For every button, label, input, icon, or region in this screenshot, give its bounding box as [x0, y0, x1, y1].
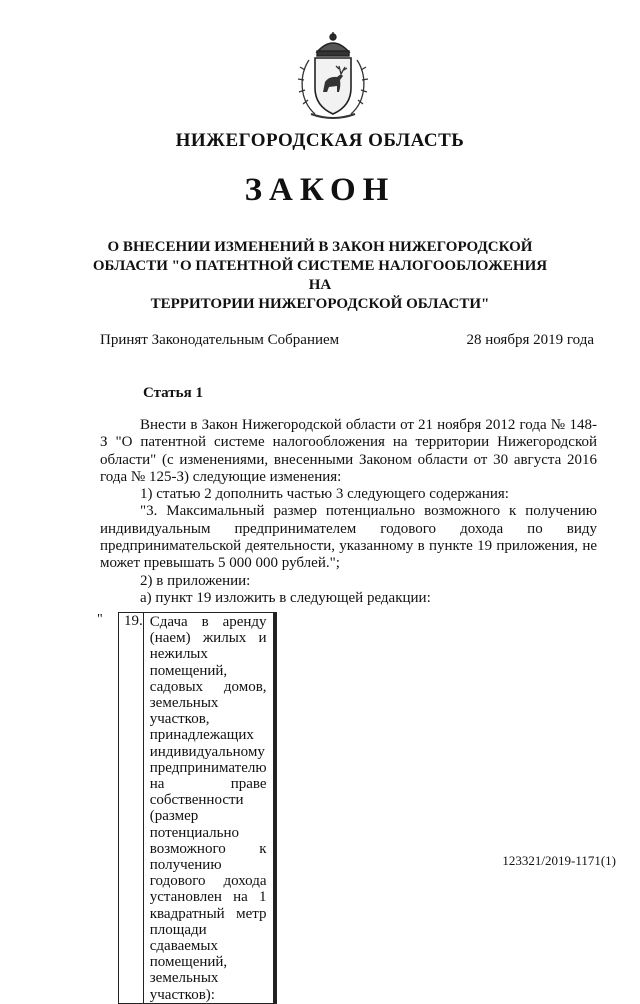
document-type-title: ЗАКОН: [244, 172, 396, 208]
opening-quote: ": [97, 612, 103, 627]
row-description-cell: Сдача в аренду (наем) жилых и нежилых помещений, садовых домов, земельных участков, принадлежащих индивидуальному предпринимателю на праве собственности (размер потенциально возможного к получению годового дохода установлен на 1 квадратный метр площади сдаваемых помещений, земельных участков):: [143, 613, 273, 1004]
table-empty-cell: [275, 613, 276, 1004]
article-body: [100, 417, 597, 607]
law-title-line: О ВНЕСЕНИИ ИЗМЕНЕНИЙ В ЗАКОН НИЖЕГОРОДСКОЙ: [107, 239, 533, 255]
article-heading: Статья 1: [143, 385, 203, 401]
article-paragraph: 1) статью 2 дополнить частью 3 следующего содержания:: [140, 486, 509, 503]
article-paragraph: "3. Максимальный размер потенциально возможного к получению индивидуальным предпринимателем годового дохода по виду предпринимательской деятельности, указанному в пункте 19 приложения, не может превышать 5 000 000 рублей.";: [100, 503, 597, 572]
article-paragraph: Внести в Закон Нижегородской области от 21 ноября 2012 года № 148-З "О патентной системе налогообложения на территории Нижегородской области" (с изменениями, внесенными Законом области от 30 августа 2016 года № 125-З) следующие изменения:: [100, 417, 597, 485]
law-title-line: ОБЛАСТИ "О ПАТЕНТНОЙ СИСТЕМЕ НАЛОГООБЛОЖЕНИЯ НА: [92, 258, 548, 293]
coat-of-arms-emblem: [295, 30, 371, 122]
article-paragraph: а) пункт 19 изложить в следующей редакции:: [140, 589, 431, 606]
law-title: [85, 238, 555, 314]
appendix-table: [118, 612, 277, 1004]
adoption-date: 28 ноября 2019 года: [466, 332, 594, 348]
law-title-line: ТЕРРИТОРИИ НИЖЕГОРОДСКОЙ ОБЛАСТИ": [150, 296, 490, 312]
region-name: НИЖЕГОРОДСКАЯ ОБЛАСТЬ: [175, 130, 465, 151]
document-registration-number: 123321/2019-1171(1): [502, 853, 616, 868]
table-row: [119, 613, 277, 1004]
article-paragraph: 2) в приложении:: [140, 572, 251, 589]
adopted-by-text: Принят Законодательным Собранием: [100, 332, 340, 348]
row-number-cell: 19.: [119, 613, 144, 1004]
